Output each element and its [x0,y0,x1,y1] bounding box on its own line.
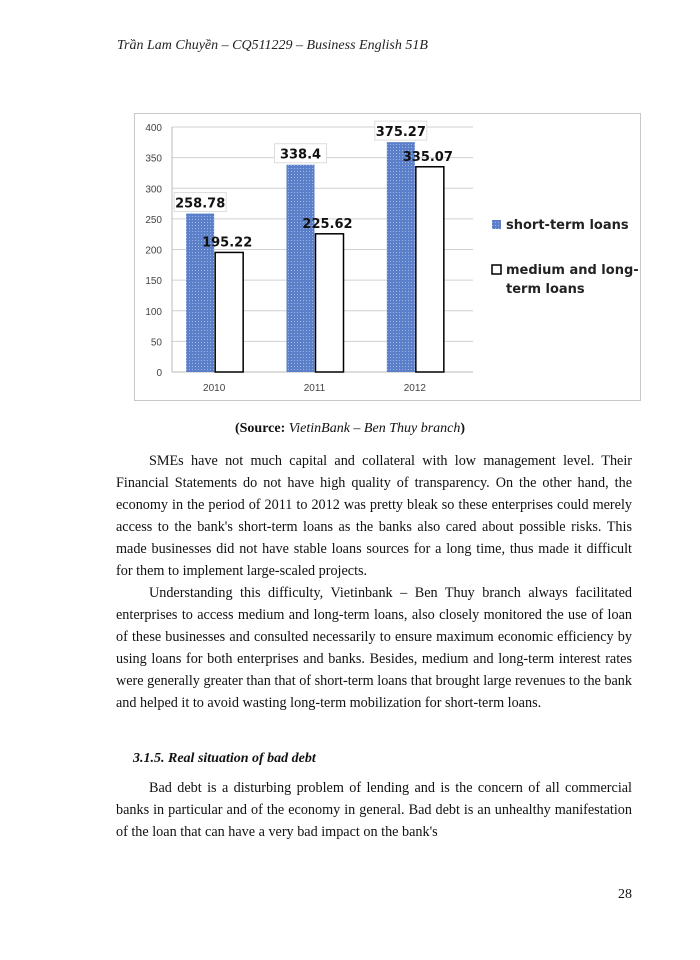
section-heading: 3.1.5. Real situation of bad debt [133,751,316,766]
caption-label: (Source: [234,421,289,436]
y-tick-label: 150 [145,276,162,288]
bar-medium-long-term [215,252,243,372]
page-header: Trần Lam Chuyền – CQ511229 – Business English 51B [117,38,428,53]
caption-close: ) [460,421,466,436]
x-tick-label: 2010 [203,383,226,394]
bar-medium-long-term [316,234,344,372]
page-number: 28 [618,887,632,902]
y-tick-label: 100 [145,306,162,318]
paragraph: Understanding this difficulty, Vietinbank – Ben Thuy branch always facilitated enterprises to access medium and long-term loans, also closely monitored the use of loan of these businesses and consulted necessarily to ensure maximum economic efficiency by using loans for both enterprises and banks. Besides, medium and long-term interest rates were generally greater than that of short-term loans that brought large revenues to the bank and helped it to avoid wasting long-term mobilization for short-term loans. [116,585,632,711]
x-tick-label: 2011 [303,383,326,394]
x-tick-label: 2012 [403,383,426,394]
y-tick-label: 250 [145,214,162,226]
loans-bar-chart [134,113,641,401]
y-tick-label: 300 [145,184,162,196]
data-label: 338.4 [279,147,322,163]
body-text-2 [116,777,632,843]
legend-swatch-short-term [492,220,501,229]
data-label: 375.27 [375,125,426,141]
data-label: 335.07 [402,149,453,165]
data-label: 225.62 [302,216,353,232]
y-tick-label: 0 [156,368,162,379]
caption-source: VietinBank – Ben Thuy branch [288,421,461,436]
y-tick-label: 400 [145,123,162,134]
data-label: 258.78 [175,196,226,212]
paragraph: SMEs have not much capital and collateral with low management level. Their Financial Statements do not have high quality of transparency. On the other hand, the economy in the period of 2011 to 2012 was pretty bleak so these enterprises could merely access to the bank's short-term loans as the banks also cared about possible risks. This made businesses did not have stable loans sources for a long time, thus made it difficult for them to implement large-scaled projects. [116,453,632,579]
data-label: 195.22 [202,235,253,251]
legend-label: term loans [506,282,585,297]
bar-short-term [387,142,415,372]
chart-canvas [135,114,642,402]
y-tick-label: 200 [145,245,162,257]
legend-swatch-medium-long-term [492,265,501,274]
body-text [116,450,632,714]
bar-short-term [287,165,315,372]
chart-caption [0,421,700,437]
legend-label: medium and long- [506,263,639,278]
bar-medium-long-term [416,167,444,372]
y-tick-label: 50 [150,337,162,349]
paragraph: Bad debt is a disturbing problem of lending and is the concern of all commercial banks in particular and of the economy in general. Bad debt is an unhealthy manifestation of the loan that can have a very bad impact on the bank's [116,780,632,840]
legend-label: short-term loans [506,218,629,233]
y-tick-label: 350 [145,153,162,165]
